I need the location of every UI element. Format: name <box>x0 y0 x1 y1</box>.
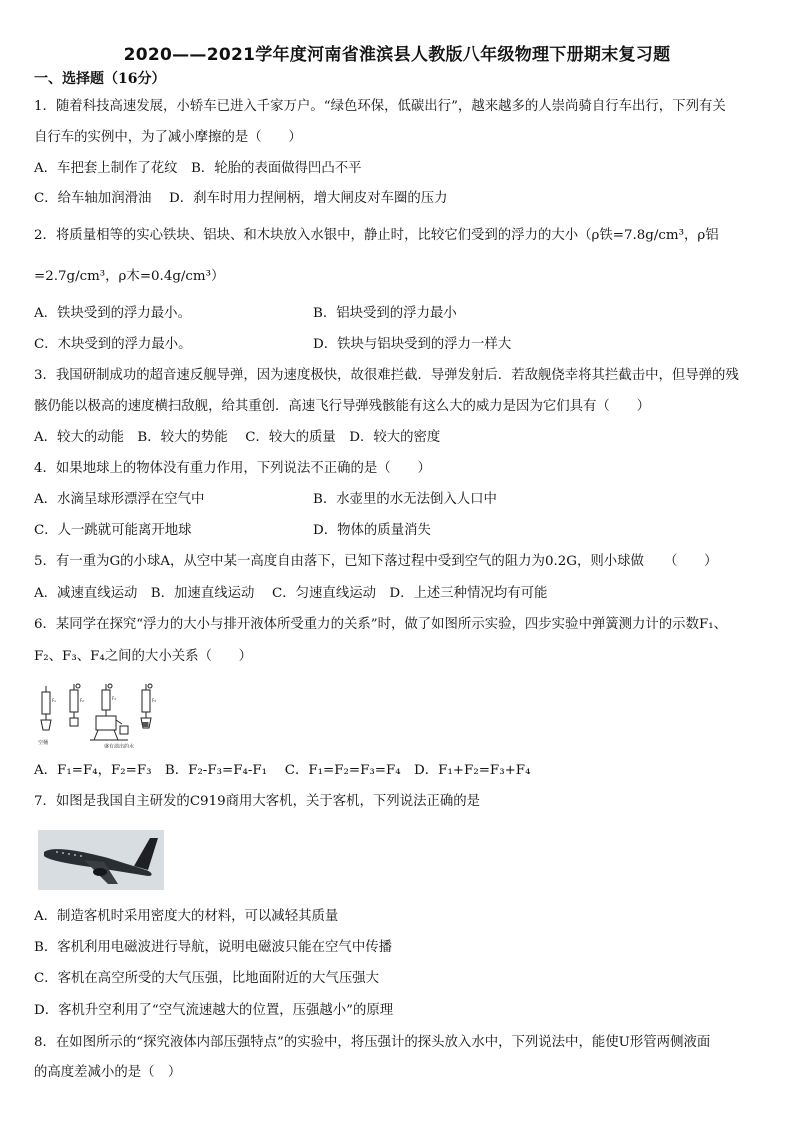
q7-option-c: C．客机在高空所受的大气压强，比地面附近的大气压强大 <box>34 971 380 986</box>
section-heading: 一、选择题（16分） <box>34 71 166 87</box>
fig-label-overflow-water: 盛有溢出的水 <box>104 744 135 748</box>
svg-text:F₄: F₄ <box>152 698 156 703</box>
q4-option-c: C．人一跳就可能离开地球 <box>34 523 192 538</box>
q6-options: A．F₁=F₄，F₂=F₃ B．F₂-F₃=F₄-F₁ C．F₁=F₂=F₃=F₄ D．F₁+F₂=F₃+F₄ <box>34 763 531 778</box>
spring-scale-diagram <box>34 682 164 748</box>
q3-options: A．较大的动能 B．较大的势能 C．较大的质量 D．较大的密度 <box>34 430 441 445</box>
q7-option-a: A．制造客机时采用密度大的材料，可以减轻其质量 <box>34 909 339 924</box>
q4-stem: 4．如果地球上的物体没有重力作用，下列说法不正确的是（ ） <box>34 461 431 476</box>
q4-option-d: D．物体的质量消失 <box>313 523 431 538</box>
q2-stem-line1: 2．将质量相等的实心铁块、铝块、和木块放入水银中，静止时，比较它们受到的浮力的大小（ρ铁=7.8g/cm³，ρ铝 <box>34 228 719 243</box>
svg-text:F₃: F₃ <box>112 696 116 701</box>
q7-stem: 7．如图是我国自主研发的C919商用大客机，关于客机，下列说法正确的是 <box>34 794 481 809</box>
page-title: 2020——2021学年度河南省淮滨县人教版八年级物理下册期末复习题 <box>123 45 671 65</box>
q2-option-b: B．铝块受到的浮力最小 <box>313 306 457 321</box>
q1-stem-line2: 自行车的实例中，为了减小摩擦的是（ ） <box>34 130 302 145</box>
c919-airplane-image <box>38 830 164 890</box>
q6-experiment-figure <box>34 682 164 748</box>
svg-text:F₁: F₁ <box>52 698 56 703</box>
q7-option-b: B．客机利用电磁波进行导航，说明电磁波只能在空气中传播 <box>34 940 392 955</box>
q3-stem-line1: 3．我国研制成功的超音速反舰导弹，因为速度极快，故很难拦截．导弹发射后．若敌舰侥幸将其拦截击中，但导弹的残 <box>34 368 739 383</box>
q7-option-d: D．客机升空利用了“空气流速越大的位置，压强越小”的原理 <box>34 1003 394 1018</box>
q6-stem-line1: 6．某同学在探究“浮力的大小与排开液体所受重力的关系”时，做了如图所示实验，四步实验中弹簧测力计的示数F₁、 <box>34 617 728 632</box>
q3-stem-line2: 骸仍能以极高的速度横扫敌舰，给其重创．高速飞行导弹残骸能有这么大的威力是因为它们具有（ ） <box>34 399 650 414</box>
q5-stem: 5．有一重为G的小球A，从空中某一高度自由落下，已知下落过程中受到空气的阻力为0.2G，则小球做 （ ） <box>34 554 718 569</box>
q7-airplane-photo <box>38 830 164 890</box>
q1-stem-line1: 1．随着科技高速发展，小轿车已进入千家万户。“绿色环保，低碳出行”，越来越多的人崇尚骑自行车出行，下列有关 <box>34 99 726 114</box>
q8-stem-line2: 的高度差减小的是（ ） <box>34 1065 182 1080</box>
q2-stem-line2: =2.7g/cm³，ρ木=0.4g/cm³） <box>34 269 225 284</box>
q4-option-a: A．水滴呈球形漂浮在空气中 <box>34 492 205 507</box>
q4-option-b: B．水壶里的水无法倒入人口中 <box>313 492 497 507</box>
svg-text:F₂: F₂ <box>80 698 84 703</box>
q1-options-ab: A．车把套上制作了花纹 B．轮胎的表面做得凹凸不平 <box>34 161 362 176</box>
fig-label-empty-bucket: 空桶 <box>38 740 49 746</box>
q2-option-c: C．木块受到的浮力最小。 <box>34 337 192 352</box>
q5-options: A．减速直线运动 B．加速直线运动 C．匀速直线运动 D．上述三种情况均有可能 <box>34 586 548 601</box>
q2-option-d: D．铁块与铝块受到的浮力一样大 <box>313 337 512 352</box>
q2-option-a: A．铁块受到的浮力最小。 <box>34 306 191 321</box>
q6-stem-line2: F₂、F₃、F₄之间的大小关系（ ） <box>34 649 253 664</box>
q8-stem-line1: 8．在如图所示的“探究液体内部压强特点”的实验中，将压强计的探头放入水中，下列说法中，能使U形管两侧液面 <box>34 1035 711 1050</box>
q1-options-cd: C．给车轴加润滑油 D．刹车时用力捏闸柄，增大闸皮对车圈的压力 <box>34 191 448 206</box>
